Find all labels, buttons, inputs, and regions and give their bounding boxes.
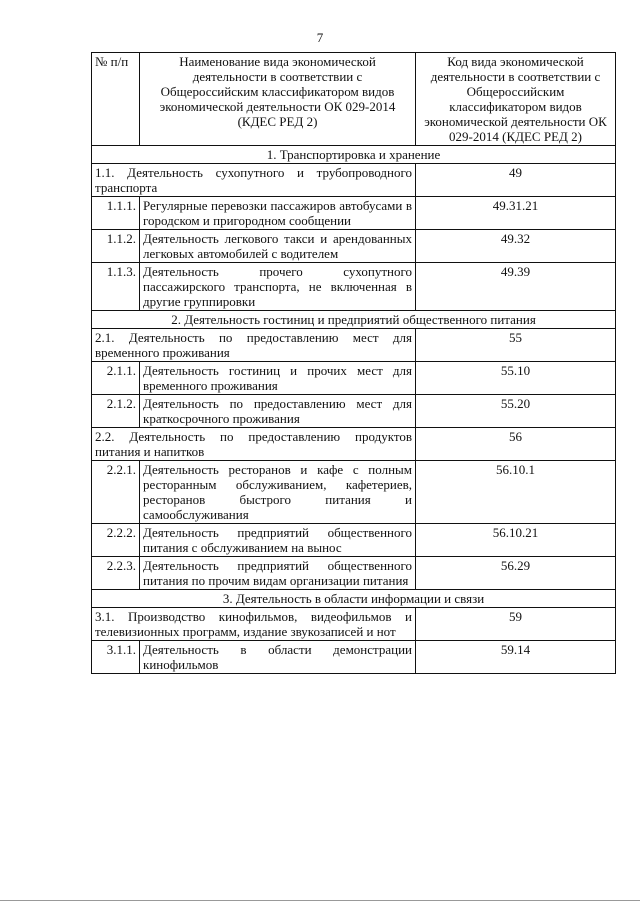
table-row <box>92 197 616 230</box>
item-name: Регулярные перевозки пассажиров автобусами в городском и пригородном сообщении <box>140 197 416 230</box>
table-header-row <box>92 53 616 146</box>
item-number: 1.1.3. <box>92 263 140 311</box>
table-body <box>92 146 616 674</box>
item-code: 56.10.1 <box>416 461 616 524</box>
item-number: 1.1.1. <box>92 197 140 230</box>
page-bottom-edge <box>0 900 640 901</box>
group-row <box>92 428 616 461</box>
group-code: 49 <box>416 164 616 197</box>
item-code: 56.29 <box>416 557 616 590</box>
group-code: 55 <box>416 329 616 362</box>
group-row <box>92 329 616 362</box>
item-number: 3.1.1. <box>92 641 140 674</box>
section-title: 1. Транспортировка и хранение <box>92 146 616 164</box>
table-row <box>92 557 616 590</box>
item-number: 2.2.2. <box>92 524 140 557</box>
table-row <box>92 395 616 428</box>
item-code: 49.32 <box>416 230 616 263</box>
group-row <box>92 608 616 641</box>
item-name: Деятельность ресторанов и кафе с полным ресторанным обслуживанием, кафетериев, ресторанов быстрого питания и самообслуживания <box>140 461 416 524</box>
item-number: 1.1.2. <box>92 230 140 263</box>
item-number: 2.1.2. <box>92 395 140 428</box>
group-row <box>92 164 616 197</box>
item-code: 56.10.21 <box>416 524 616 557</box>
item-code: 55.10 <box>416 362 616 395</box>
table-row <box>92 362 616 395</box>
okved-table <box>91 52 616 674</box>
item-code: 49.31.21 <box>416 197 616 230</box>
item-number: 2.2.3. <box>92 557 140 590</box>
item-name: Деятельность легкового такси и арендованных легковых автомобилей с водителем <box>140 230 416 263</box>
item-name: Деятельность предприятий общественного питания с обслуживанием на вынос <box>140 524 416 557</box>
section-title: 2. Деятельность гостиниц и предприятий общественного питания <box>92 311 616 329</box>
item-name: Деятельность гостиниц и прочих мест для временного проживания <box>140 362 416 395</box>
item-code: 59.14 <box>416 641 616 674</box>
table-row <box>92 461 616 524</box>
group-code: 59 <box>416 608 616 641</box>
group-name: 1.1. Деятельность сухопутного и трубопроводного транспорта <box>92 164 416 197</box>
table-row <box>92 641 616 674</box>
item-number: 2.2.1. <box>92 461 140 524</box>
item-name: Деятельность по предоставлению мест для краткосрочного проживания <box>140 395 416 428</box>
header-activity-code: Код вида экономической деятельности в соответствии с Общероссийским классификатором видов экономической деятельности ОК 029-2014 (КДЕС РЕД 2) <box>416 53 616 146</box>
group-name: 2.2. Деятельность по предоставлению продуктов питания и напитков <box>92 428 416 461</box>
table-row <box>92 263 616 311</box>
item-code: 49.39 <box>416 263 616 311</box>
table-row <box>92 230 616 263</box>
group-code: 56 <box>416 428 616 461</box>
group-name: 2.1. Деятельность по предоставлению мест для временного проживания <box>92 329 416 362</box>
item-name: Деятельность прочего сухопутного пассажирского транспорта, не включенная в другие группировки <box>140 263 416 311</box>
section-title: 3. Деятельность в области информации и связи <box>92 590 616 608</box>
table-row <box>92 524 616 557</box>
item-name: Деятельность предприятий общественного питания по прочим видам организации питания <box>140 557 416 590</box>
header-activity-name: Наименование вида экономической деятельности в соответствии с Общероссийским классификатором видов экономической деятельности ОК 029-2014 (КДЕС РЕД 2) <box>140 53 416 146</box>
page-number: 7 <box>316 30 324 45</box>
header-number: № п/п <box>92 53 140 146</box>
item-code: 55.20 <box>416 395 616 428</box>
section-row <box>92 311 616 329</box>
section-row <box>92 590 616 608</box>
item-name: Деятельность в области демонстрации кинофильмов <box>140 641 416 674</box>
group-name: 3.1. Производство кинофильмов, видеофильмов и телевизионных программ, издание звукозаписей и нот <box>92 608 416 641</box>
section-row <box>92 146 616 164</box>
item-number: 2.1.1. <box>92 362 140 395</box>
